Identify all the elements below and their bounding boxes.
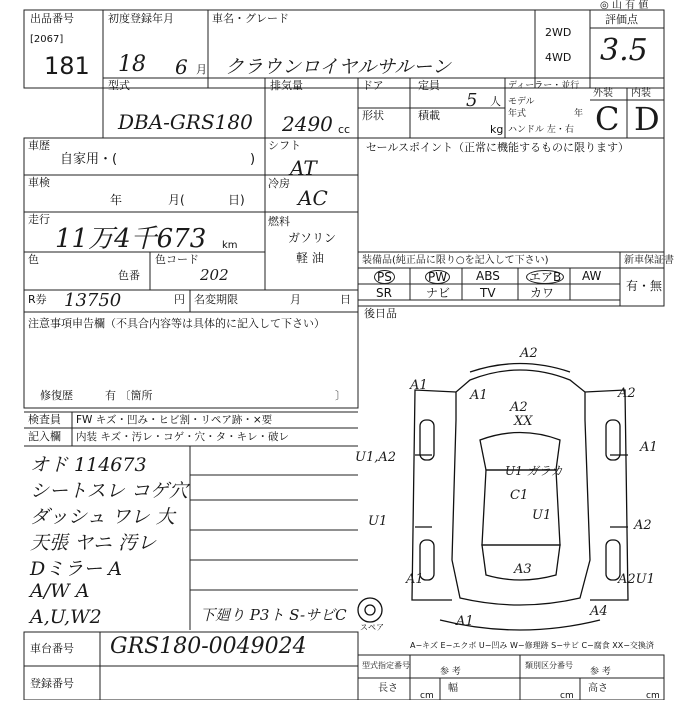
diag-label: A2 <box>634 518 652 533</box>
shift-value: AT <box>290 156 317 180</box>
model-value: DBA-GRS180 <box>118 110 253 134</box>
2wd-label: 2WD <box>545 26 572 39</box>
warranty-label: 新車保証書 <box>624 255 674 266</box>
color-code-label: 色コード <box>155 253 199 266</box>
load-label: 積載 <box>418 109 440 122</box>
mileage-label: 走行 <box>28 213 50 226</box>
diag-label: A3 <box>514 562 532 577</box>
equip-abs: ABS <box>476 269 500 283</box>
equip-airbag: エアB <box>526 270 564 284</box>
chassis-label: 車台番号 <box>30 642 74 655</box>
displacement-value: 2490 <box>282 112 333 136</box>
height-unit: cm <box>646 691 660 701</box>
width-label: 幅 <box>448 683 458 694</box>
reference-label-1: 参 考 <box>440 667 461 677</box>
color-number-label: 色番 <box>118 269 140 282</box>
shaken-month: 月( <box>168 193 185 207</box>
diag-label: A1 <box>406 572 424 587</box>
note-line-7: A,U,W2 <box>30 606 102 628</box>
diag-label: U1 <box>368 514 388 529</box>
diag-label: C1 <box>510 488 529 503</box>
diag-label: U1,A2 <box>355 450 397 465</box>
displacement-unit: cc <box>338 123 351 136</box>
diag-label: U1 <box>532 508 552 523</box>
first-reg-year: 18 <box>118 52 146 77</box>
equipment-label: 装備品(純正品に限り○を記入して下さい) <box>362 255 549 266</box>
spare-tire-label: スペア <box>360 623 384 632</box>
shaken-year: 年 <box>110 193 123 207</box>
4wd-label: 4WD <box>545 51 572 64</box>
carname-value: クラウンロイヤルサルーン <box>225 56 451 78</box>
mileage-value: 11万4千673 <box>55 224 207 254</box>
note-line-1: オド 114673 <box>30 454 147 476</box>
capacity-unit: 人 <box>490 95 501 108</box>
cooling-value: AC <box>298 186 328 210</box>
yen-unit: 円 <box>174 293 185 306</box>
diag-label: A4 <box>590 604 608 619</box>
score-value: 3.5 <box>600 33 648 68</box>
underbody-note: 下廻り P3ト S-サビC <box>200 606 347 624</box>
chassis-value: GRS180-0049024 <box>110 634 307 659</box>
sales-points-label: セールスポイント（正常に機能するものに限ります） <box>366 141 630 154</box>
equip-tv: TV <box>480 286 496 300</box>
fuel-gasoline: ガソリン <box>288 231 337 245</box>
color-code-value: 202 <box>200 266 229 284</box>
diag-label: A2 <box>510 400 528 415</box>
warranty-value: 有・無 <box>626 279 663 293</box>
note-line-3: ダッシュ ワレ 大 <box>30 506 175 528</box>
equip-pw: PW <box>425 270 450 284</box>
model-label: 型式 <box>108 79 130 92</box>
recycle-label: R券 <box>28 293 47 306</box>
history-close: ) <box>250 152 256 167</box>
diag-label: A1 <box>470 388 488 403</box>
mileage-unit: km <box>222 240 238 251</box>
color-label: 色 <box>28 253 39 266</box>
diag-label: A2 <box>618 386 636 401</box>
shaken-label: 車検 <box>28 176 50 189</box>
note-line-5: Dミラー A <box>30 558 122 580</box>
capacity-label: 定員 <box>418 79 440 92</box>
first-reg-month: 6 <box>175 55 188 79</box>
equip-navi: ナビ <box>426 286 451 300</box>
shape-label: 形状 <box>362 109 384 122</box>
dealer-label: ディーラー・並行 <box>508 81 580 91</box>
displacement-label: 排気量 <box>270 79 303 92</box>
length-label: 長さ <box>378 683 398 694</box>
exterior-grade: C <box>595 100 620 138</box>
reference-label-2: 参 考 <box>590 667 611 677</box>
model-year-label: モデル年式 <box>508 97 535 119</box>
fuel-label: 燃料 <box>268 215 290 228</box>
equip-ps: PS <box>374 270 395 284</box>
load-unit: kg <box>490 123 504 136</box>
inspector-label: 検査員 <box>28 413 61 426</box>
note-line-2: シートスレ コゲ穴 <box>30 480 188 502</box>
shift-label: シフト <box>268 139 301 152</box>
entry-label: 記入欄 <box>28 430 61 443</box>
lot-number: 181 <box>44 52 90 80</box>
first-reg-label: 初度登録年月 <box>108 12 174 25</box>
diag-label: A1 <box>640 440 658 455</box>
length-unit: cm <box>420 691 434 701</box>
repair-label: 修復歴 <box>40 389 73 402</box>
history-value: 自家用・( <box>60 152 118 167</box>
inspector-items: FW キズ・凹み・ヒビ割・リペア跡・×要 <box>76 414 273 426</box>
diag-label: XX <box>514 414 533 429</box>
interior-grade: D <box>634 100 660 138</box>
type-designation-label: 型式指定番号 <box>362 661 410 670</box>
equip-aw: AW <box>582 269 602 283</box>
month-unit: 月 <box>196 63 207 76</box>
meigi-day: 日 <box>340 293 351 306</box>
score-label: 評価点 <box>605 13 638 26</box>
diag-label: A2 <box>520 346 538 361</box>
interior-label: 内装 <box>631 88 651 99</box>
diag-label: A1 <box>456 614 474 629</box>
lot-label: 出品番号 <box>30 12 74 25</box>
diag-label: A1 <box>410 378 428 393</box>
note-line-4: 天張 ヤニ 汚レ <box>30 532 157 554</box>
meigi-label: 名変期限 <box>194 293 238 306</box>
repair-value: 有 〔箇所 <box>105 389 153 402</box>
year-unit: 年 <box>574 109 584 119</box>
width-unit: cm <box>560 691 574 701</box>
height-label: 高さ <box>588 683 608 694</box>
cooling-label: 冷房 <box>268 177 290 190</box>
lot-sub-code: [2067] <box>30 34 64 45</box>
meigi-month: 月 <box>290 293 301 306</box>
fuel-diesel: 軽 油 <box>296 251 324 265</box>
later-items-label: 後日品 <box>364 307 397 320</box>
entry-items: 内装 キズ・汚レ・コゲ・穴・タ・キレ・破レ <box>76 431 290 443</box>
exterior-label: 外装 <box>593 88 613 99</box>
capacity-value: 5 <box>466 90 478 111</box>
carname-label: 車名・グレード <box>212 12 289 25</box>
damage-legend: A−キズ E−エクボ U−凹み W−修理跡 S−サビ C−腐食 XX−交換済 <box>410 641 654 650</box>
repair-close: 〕 <box>335 389 346 402</box>
equip-kawa: カワ <box>530 286 555 300</box>
registration-label: 登録番号 <box>30 677 74 690</box>
equip-sr: SR <box>376 286 392 300</box>
diag-label: A2U1 <box>618 572 655 587</box>
notes-label: 注意事項申告欄（不具合内容等は具体的に記入して下さい） <box>28 317 325 330</box>
history-label: 車歴 <box>28 139 50 152</box>
handle-label: ハンドル 左・右 <box>508 125 574 135</box>
recycle-value: 13750 <box>64 290 122 311</box>
door-label: ドア <box>362 79 384 92</box>
car-diagram-icon <box>358 364 628 631</box>
diag-label: U1 ガラカ <box>505 464 563 478</box>
note-line-6: A/W A <box>30 580 90 602</box>
shaken-day: 日) <box>228 193 245 207</box>
top-right-marks: ◎ 山 有 値 <box>600 0 649 11</box>
category-number-label: 類別区分番号 <box>525 661 573 670</box>
